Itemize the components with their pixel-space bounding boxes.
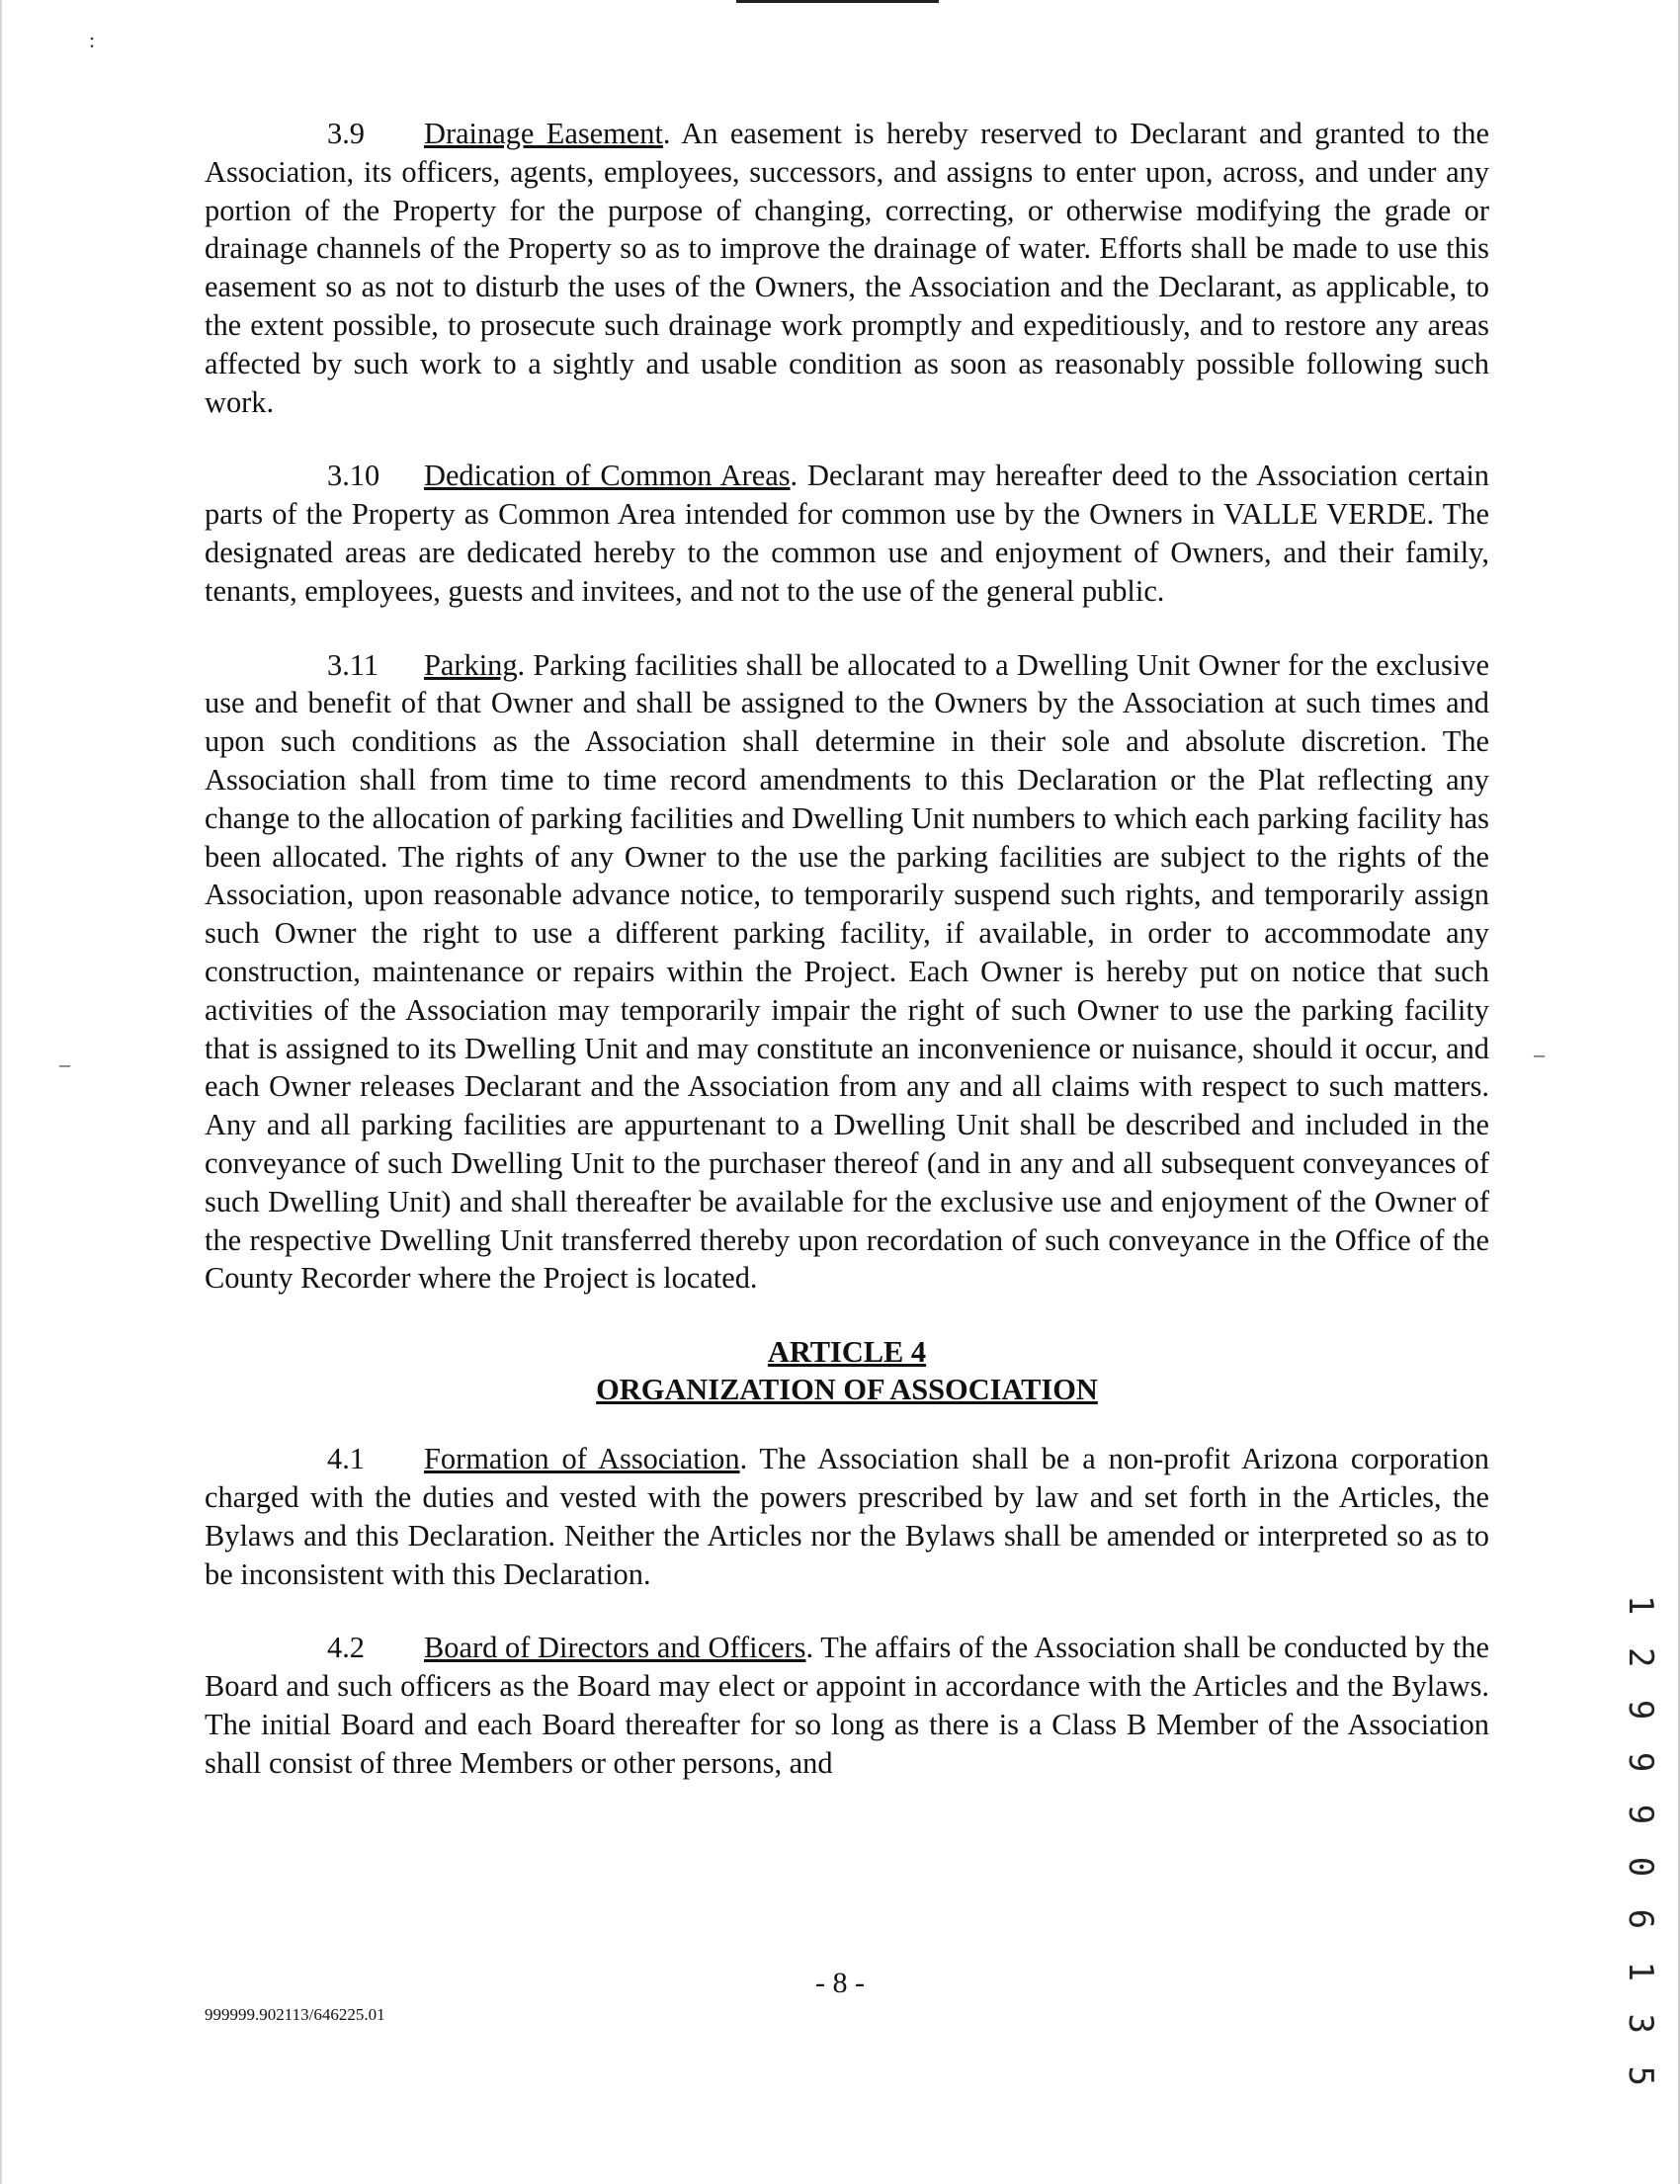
article-heading <box>205 1333 1489 1408</box>
section-heading: Parking <box>424 647 518 682</box>
section-number: 4.2 <box>327 1631 365 1665</box>
article-title: ORGANIZATION OF ASSOCIATION <box>596 1373 1098 1407</box>
section-3-10 <box>205 457 1489 610</box>
section-heading: Board of Directors and Officers <box>424 1631 806 1665</box>
section-text: . Parking facilities shall be allocated to a Dwelling Unit Owner for the exclusive use and benefit of that Owner and shall be assigned to the Owners by the Association at such times and upon such conditions as the Association shall determine in their sole and absolute discretion. The Association shall from time to time record amendments to this Declaration or the Plat reflecting any change to the allocation of parking facilities and Dwelling Unit numbers to which each parking facility has been allocated. The rights of any Owner to the use the parking facilities are subject to the rights of the Association, upon reasonable advance notice, to temporarily suspend such rights, and temporarily assign such Owner the right to use a different parking facility, if available, in order to accommodate any construction, maintenance or repairs within the Project. Each Owner is hereby put on notice that such activities of the Association may temporarily impair the right of such Owner to use the parking facility that is assigned to its Dwelling Unit and may constitute an inconvenience or nuisance, should it occur, and each Owner releases Declarant and the Association from any and all claims with respect to such matters. Any and all parking facilities are appurtenant to a Dwelling Unit shall be described and included in the conveyance of such Dwelling Unit to the purchaser thereof (and in any and all subsequent conveyances of such Dwelling Unit) and shall thereafter be available for the exclusive use and enjoyment of the Owner of the respective Dwelling Unit transferred thereby upon recordation of such conveyance in the Office of the County Recorder where the Project is located. <box>205 647 1489 1296</box>
section-4-1 <box>205 1440 1489 1593</box>
article-number: ARTICLE 4 <box>767 1335 927 1370</box>
section-text: . Declarant may hereafter deed to the Association certain parts of the Property as Common Area intended for common use by the Owners in VALLE VERDE. The designated areas are dedicated hereby to the common use and enjoyment of Owners, and their family, tenants, employees, guests and invitees, and not to the use of the general public. <box>205 459 1489 608</box>
scan-dash-right: – <box>1534 1042 1545 1066</box>
section-3-11 <box>205 646 1489 1299</box>
section-number: 3.9 <box>327 117 365 150</box>
recording-stamp: 1 2 9 9 9 0 6 1 3 5 <box>1621 1595 1660 2092</box>
section-number: 3.11 <box>327 647 379 682</box>
section-3-9 <box>205 115 1489 421</box>
document-body <box>205 115 1489 1817</box>
section-text: . The affairs of the Association shall be conducted by the Board and such officers as the Board may elect or appoint in accordance with the Articles and the Bylaws. The initial Board and each Board thereafter for so long as there is a Class B Member of the Association shall consist of three Members or other persons, and <box>205 1631 1489 1780</box>
section-4-2 <box>205 1629 1489 1782</box>
document-id: 999999.902113/646225.01 <box>205 2005 385 2024</box>
section-heading: Dedication of Common Areas <box>424 459 791 493</box>
scan-dash-left: – <box>59 1051 70 1076</box>
section-number: 3.10 <box>327 459 380 493</box>
section-text: . The Association shall be a non-profit Arizona corporation charged with the duties and vested with the powers prescribed by law and set forth in the Articles, the Bylaws and this Declaration. Neither the Articles nor the Bylaws shall be amended or interpreted so as to be inconsistent with this Declaration. <box>205 1442 1490 1591</box>
page-number: - 8 - <box>815 1967 865 1999</box>
section-number: 4.1 <box>327 1442 365 1476</box>
section-heading: Formation of Association <box>424 1442 740 1476</box>
scan-mark: : <box>89 28 96 52</box>
section-heading: Drainage Easement <box>424 117 663 150</box>
section-text: . An easement is hereby reserved to Declarant and granted to the Association, its officers, agents, employees, successors, and assigns to enter upon, across, and under any portion of the Property for the purpose of changing, correcting, or otherwise modifying the grade or drainage channels of the Property so as to improve the drainage of water. Efforts shall be made to use this easement so as not to disturb the uses of the Owners, the Association and the Declarant, as applicable, to the extent possible, to prosecute such drainage work promptly and expeditiously, and to restore any areas affected by such work to a sightly and usable condition as soon as reasonably possible following such work. <box>205 117 1489 419</box>
top-rule <box>736 0 939 3</box>
